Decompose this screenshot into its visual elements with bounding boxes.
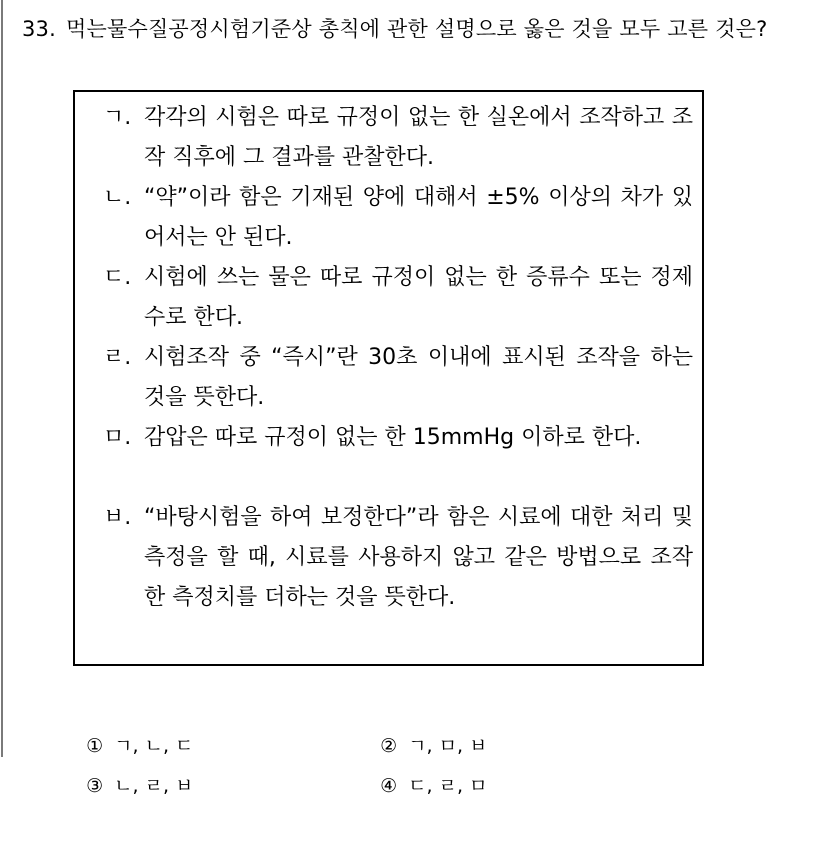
statement-item xyxy=(103,498,693,618)
question-stem: 먹는물수질공정시험기준상 총칙에 관한 설명으로 옳은 것을 모두 고른 것은? xyxy=(66,17,768,41)
statement-item xyxy=(103,338,693,418)
choice-text: ㄱ, ㅁ, ㅂ xyxy=(408,735,488,757)
choice-text: ㄴ, ㄹ, ㅂ xyxy=(114,775,194,797)
choice-text: ㄷ, ㄹ, ㅁ xyxy=(408,775,488,797)
statement-mark: ㄷ. xyxy=(103,265,132,290)
choice-text: ㄱ, ㄴ, ㄷ xyxy=(114,735,194,757)
statement-item xyxy=(103,418,693,458)
statement-mark: ㄹ. xyxy=(103,345,132,370)
statement-mark: ㄱ. xyxy=(103,105,132,130)
page-left-border xyxy=(1,0,3,757)
statement-text: 각각의 시험은 따로 규정이 없는 한 실온에서 조작하고 조작 직후에 그 결과를 관찰한다. xyxy=(144,105,693,170)
question-number: 33. xyxy=(22,17,56,41)
choice-4[interactable] xyxy=(356,726,487,846)
choice-number: ④ xyxy=(380,775,398,797)
statement-text: 시험조작 중 “즉시”란 30초 이내에 표시된 조작을 하는 것을 뜻한다. xyxy=(144,345,693,410)
statement-mark: ㅁ. xyxy=(103,425,132,450)
statement-text: “약”이라 함은 기재된 양에 대해서 ±5% 이상의 차가 있어서는 안 된다. xyxy=(144,185,693,250)
statement-item xyxy=(103,258,693,338)
statement-text: “바탕시험을 하여 보정한다”라 함은 시료에 대한 처리 및 측정을 할 때, 시료를 사용하지 않고 같은 방법으로 조작한 측정치를 더하는 것을 뜻한다. xyxy=(144,505,693,610)
choice-number: ③ xyxy=(86,775,104,797)
statement-mark: ㅂ. xyxy=(103,505,132,530)
statement-text: 시험에 쓰는 물은 따로 규정이 없는 한 증류수 또는 정제수로 한다. xyxy=(144,265,693,330)
statement-item xyxy=(103,178,693,258)
statement-text: 감압은 따로 규정이 없는 한 15mmHg 이하로 한다. xyxy=(144,425,642,450)
choice-3[interactable] xyxy=(62,726,193,846)
choice-number: ① xyxy=(86,735,104,757)
choice-number: ② xyxy=(380,735,398,757)
statement-item xyxy=(103,98,693,178)
statement-box xyxy=(73,90,704,666)
statement-mark: ㄴ. xyxy=(103,185,132,210)
